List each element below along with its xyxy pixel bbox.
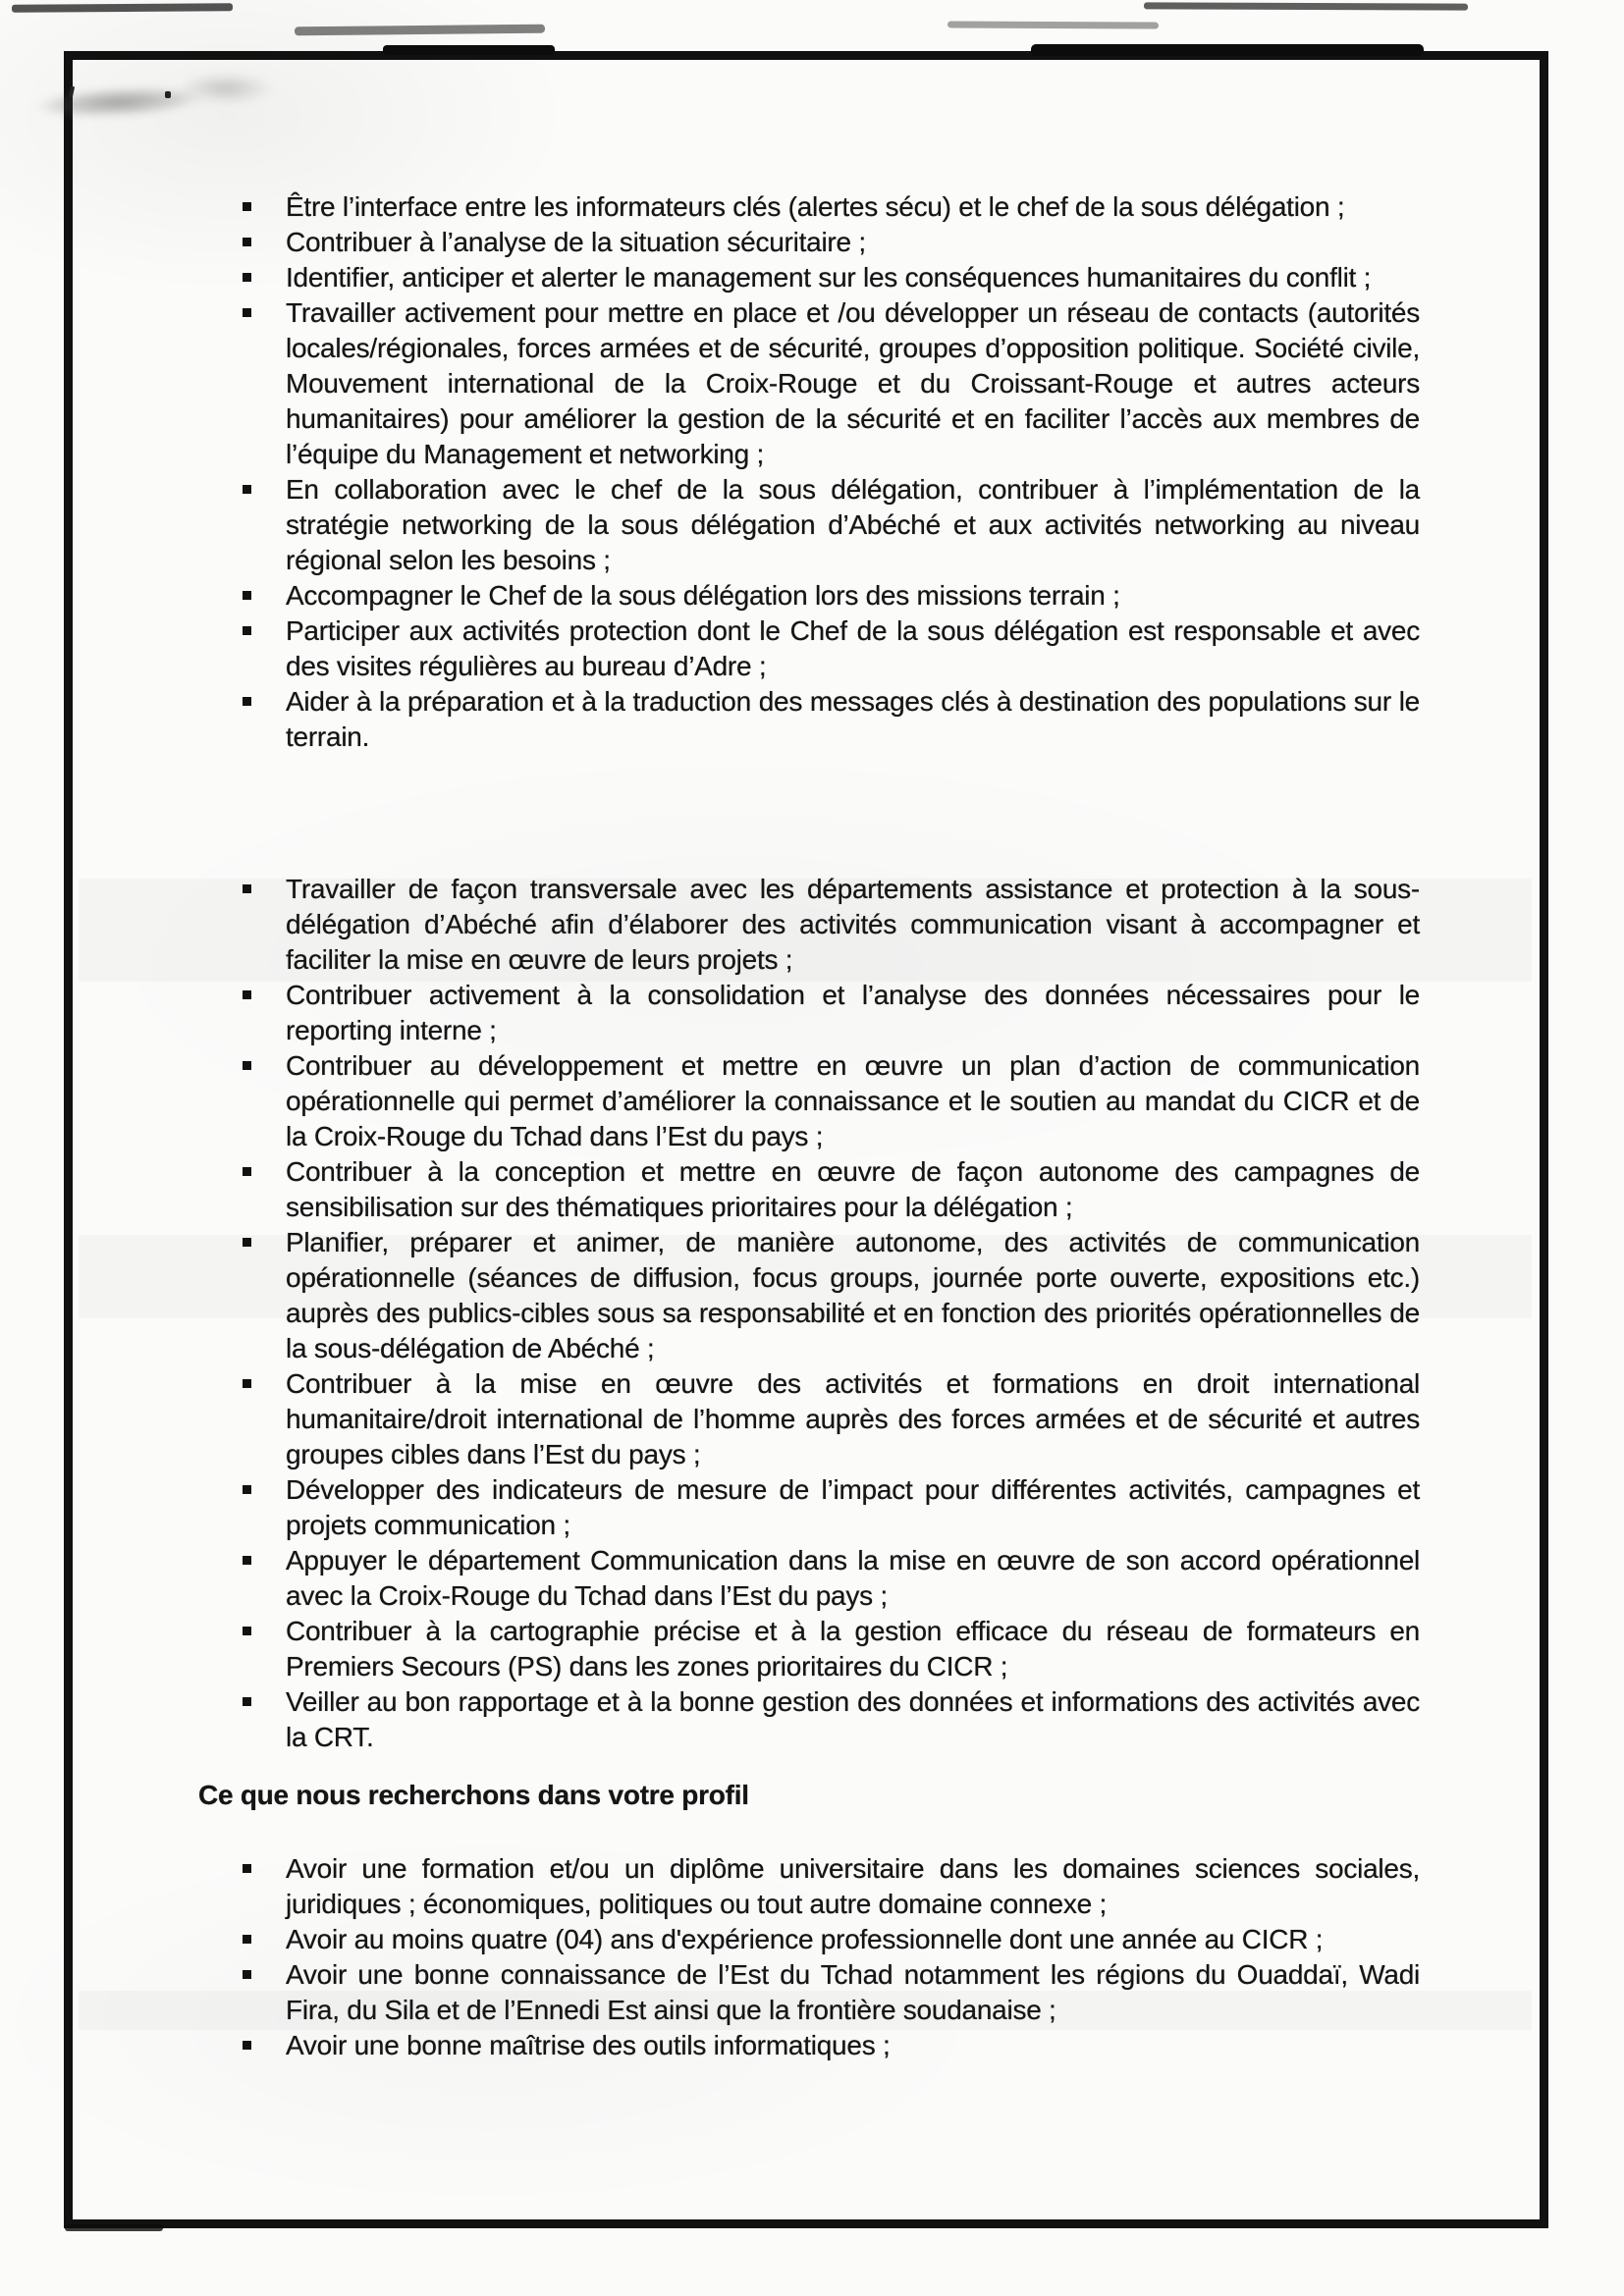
list-item: Contribuer à l’analyse de la situation sécuritaire ; [286,225,1420,260]
scan-edge-artifact [12,3,233,13]
profile-requirements-list [286,1851,1420,2063]
list-item: Contribuer à la conception et mettre en œuvre de façon autonome des campagnes de sensibilisation sur des thématiques prioritaires pour la délégation ; [286,1154,1420,1225]
pen-mark [165,91,171,98]
list-item: Avoir une bonne maîtrise des outils informatiques ; [286,2028,1420,2063]
scan-edge-artifact [947,21,1159,28]
list-item: Être l’interface entre les informateurs clés (alertes sécu) et le chef de la sous délégation ; [286,189,1420,225]
list-item: Identifier, anticiper et alerter le management sur les conséquences humanitaires du conflit ; [286,260,1420,295]
list-item: Contribuer au développement et mettre en œuvre un plan d’action de communication opérationnelle qui permet d’améliorer la connaissance et le soutien au mandat du CICR et de la Croix-Rouge du Tchad dans l’Est du pays ; [286,1048,1420,1154]
list-item: Travailler activement pour mettre en place et /ou développer un réseau de contacts (autorités locales/régionales, forces armées et de sécurité, groupes d’opposition politique. Société civile, Mouvement international de la Croix-Rouge et du Croissant-Rouge et autres acteurs humanitaires) pour améliorer la gestion de la sécurité et en faciliter l’accès aux membres de l’équipe du Management et networking ; [286,295,1420,472]
list-item: En collaboration avec le chef de la sous délégation, contribuer à l’implémentation de la stratégie networking de la sous délégation d’Abéché et aux activités networking au niveau régional selon les besoins ; [286,472,1420,578]
list-item: Contribuer activement à la consolidation et l’analyse des données nécessaires pour le reporting interne ; [286,978,1420,1048]
profile-section-heading: Ce que nous recherchons dans votre profil [198,1780,749,1810]
list-item: Veiller au bon rapportage et à la bonne gestion des données et informations des activités avec la CRT. [286,1684,1420,1755]
scan-border-blob [65,2224,163,2231]
scan-border-blob [383,45,555,55]
pencil-smudge [162,69,290,108]
scan-edge-artifact [1144,2,1468,10]
list-item: Avoir au moins quatre (04) ans d'expérience professionnelle dont une année au CICR ; [286,1922,1420,1957]
list-item: Appuyer le département Communication dans la mise en œuvre de son accord opérationnel avec la Croix-Rouge du Tchad dans l’Est du pays ; [286,1543,1420,1614]
security-responsibilities-list [286,189,1420,755]
list-item: Travailler de façon transversale avec les départements assistance et protection à la sous-délégation d’Abéché afin d’élaborer des activités communication visant à accompagner et faciliter la mise en œuvre de leurs projets ; [286,872,1420,978]
list-item: Contribuer à la mise en œuvre des activités et formations en droit international humanitaire/droit international de l’homme auprès des forces armées et de sécurité et autres groupes cibles dans l’Est du pays ; [286,1366,1420,1472]
list-item: Participer aux activités protection dont le Chef de la sous délégation est responsable et avec des visites régulières au bureau d’Adre ; [286,614,1420,684]
list-item: Avoir une formation et/ou un diplôme universitaire dans les domaines sciences sociales, juridiques ; économiques, politiques ou tout autre domaine connexe ; [286,1851,1420,1922]
list-item: Aider à la préparation et à la traduction des messages clés à destination des populations sur le terrain. [286,684,1420,755]
scan-border-blob [1031,44,1424,56]
list-item: Planifier, préparer et animer, de manière autonome, des activités de communication opérationnelle (séances de diffusion, focus groups, journée porte ouverte, expositions etc.) auprès des publics-cibles sous sa responsabilité et en fonction des priorités opérationnelles de la sous-délégation de Abéché ; [286,1225,1420,1366]
communication-responsibilities-list [286,872,1420,1755]
list-item: Accompagner le Chef de la sous délégation lors des missions terrain ; [286,578,1420,614]
scan-edge-artifact [295,25,545,36]
list-item: Contribuer à la cartographie précise et à la gestion efficace du réseau de formateurs en Premiers Secours (PS) dans les zones prioritaires du CICR ; [286,1614,1420,1684]
list-item: Développer des indicateurs de mesure de l’impact pour différentes activités, campagnes et projets communication ; [286,1472,1420,1543]
list-item: Avoir une bonne connaissance de l’Est du Tchad notamment les régions du Ouaddaï, Wadi Fira, du Sila et de l’Ennedi Est ainsi que la frontière soudanaise ; [286,1957,1420,2028]
